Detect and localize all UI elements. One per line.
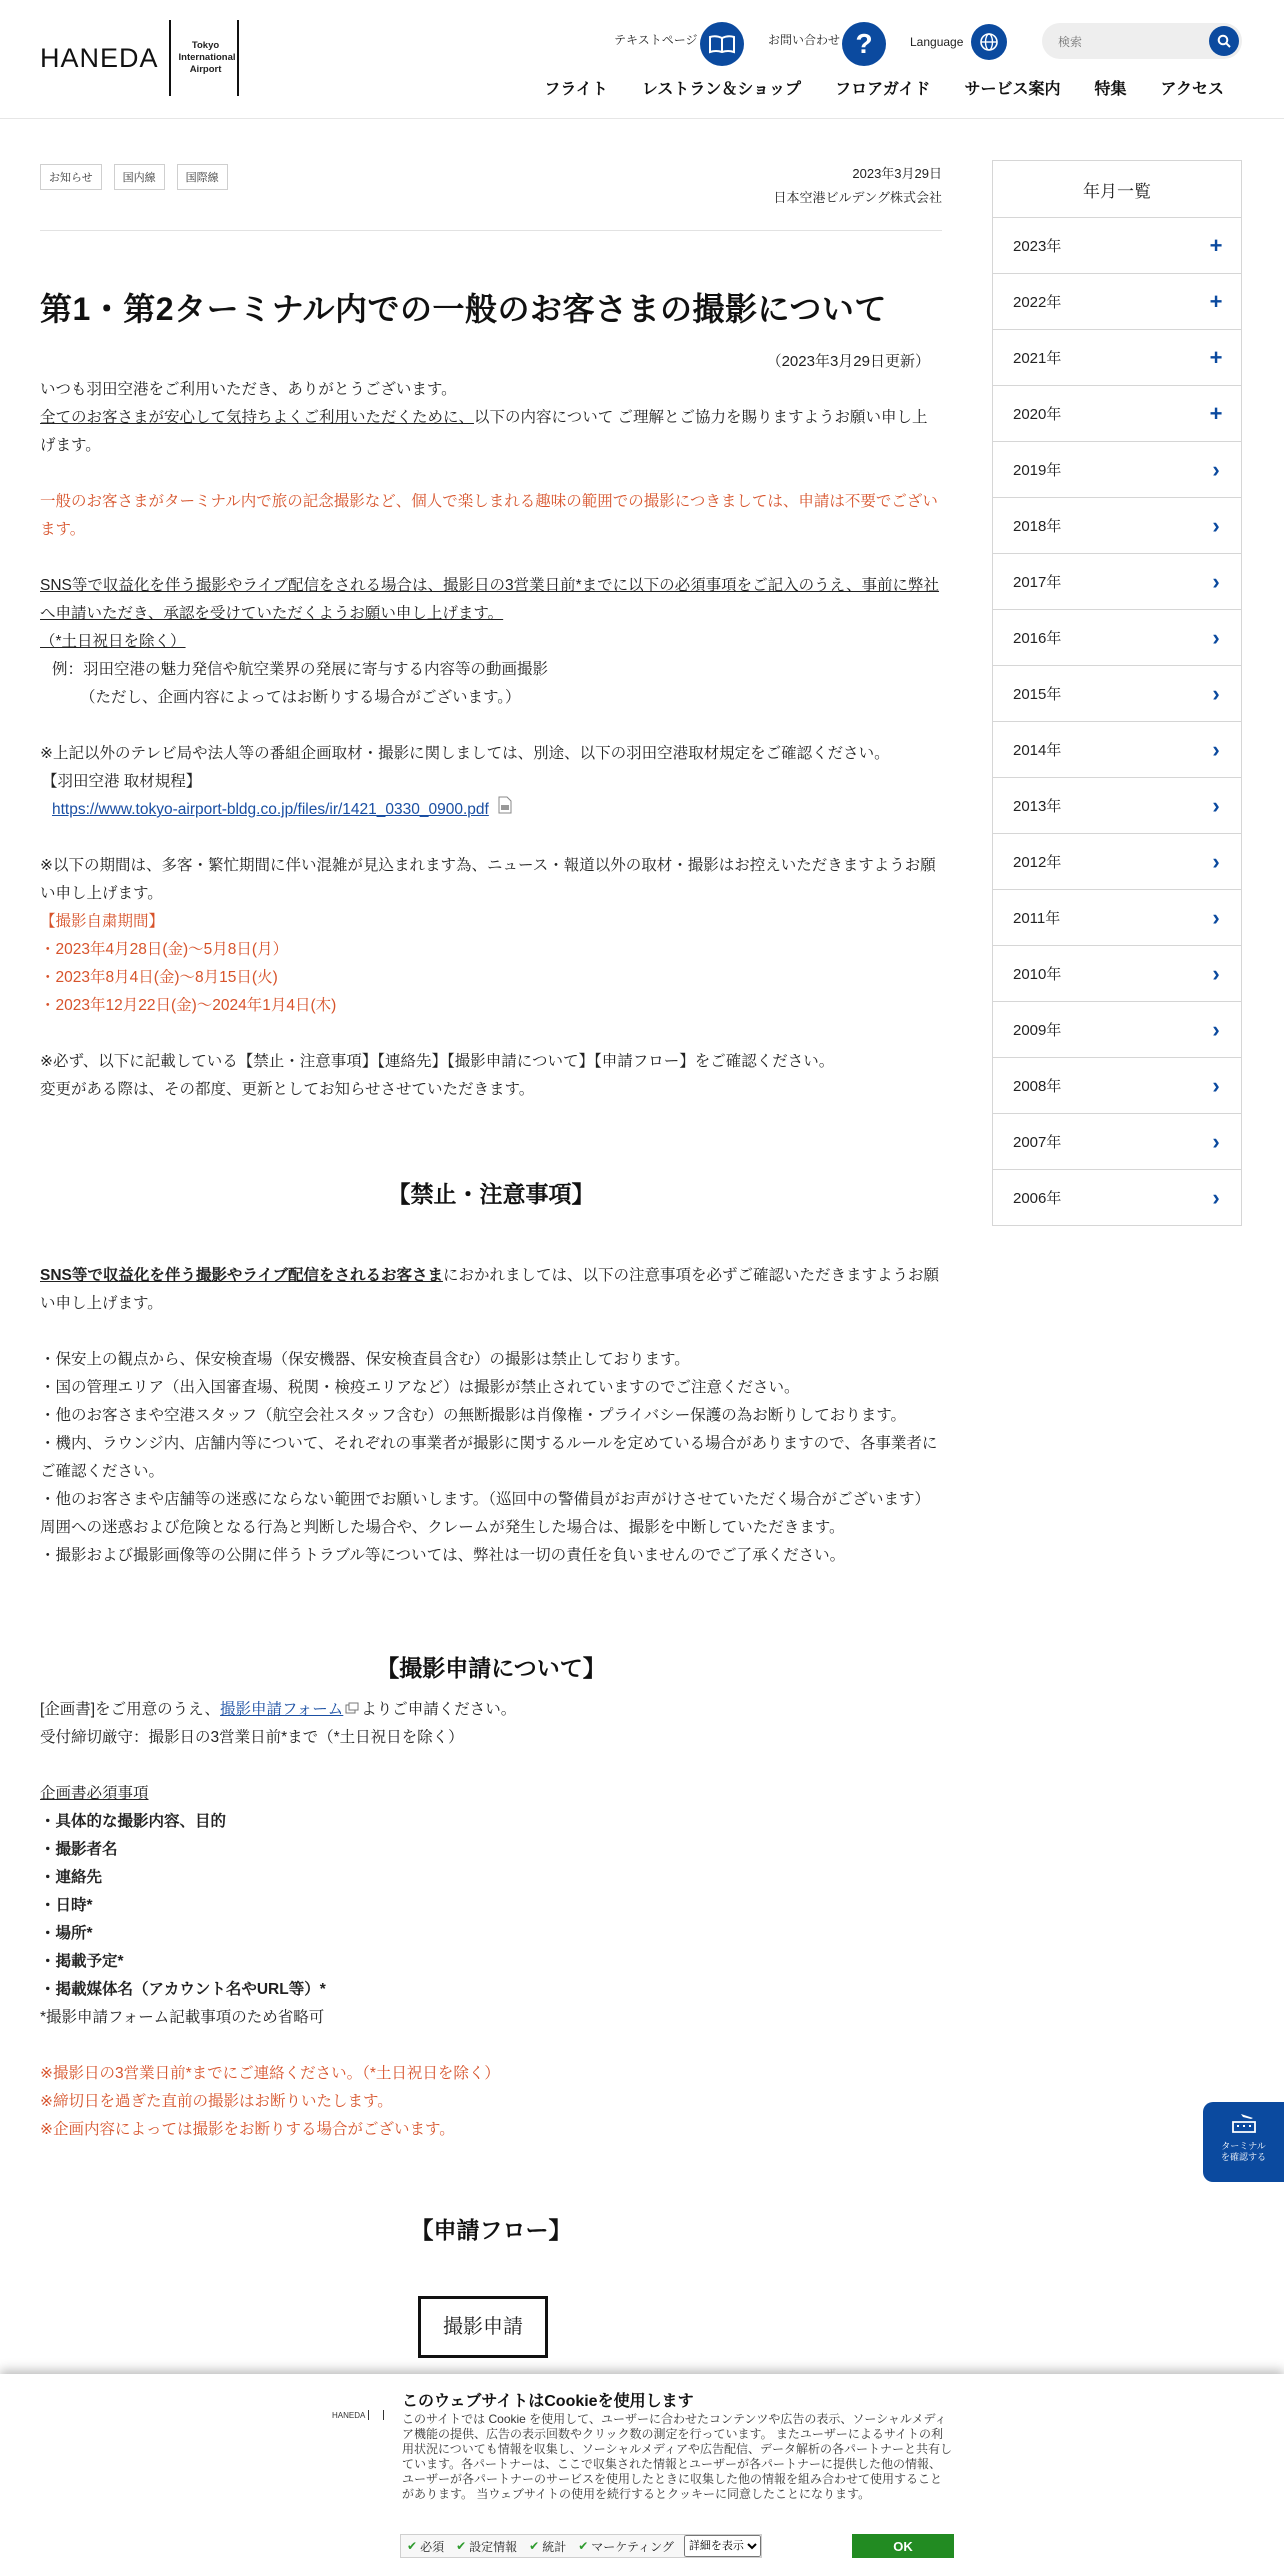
year-item[interactable] (993, 1001, 1241, 1057)
prohibition-item: ・保安上の観点から、保安検査場（保安機器、保安検査員含む）の撮影は禁止しております。 (40, 1351, 690, 1369)
year-item[interactable] (993, 1057, 1241, 1113)
logo-sub-line: Airport (189, 64, 222, 75)
year-sidebar (992, 160, 1242, 1226)
text-page-label: テキストページ (614, 32, 698, 47)
warning-item: ※締切日を過ぎた直前の撮影はお断りいたします。 (40, 2093, 393, 2111)
terminal-icon (1229, 2110, 1259, 2134)
chevron-right-icon: › (1212, 848, 1220, 874)
year-item[interactable] (993, 385, 1241, 441)
chevron-right-icon: › (1212, 456, 1220, 482)
section-title-application: 【撮影申請について】 (376, 1655, 606, 1682)
intro-underlined: 全てのお客さまが安心して気持ちよくご利用いただくために、 (40, 409, 475, 426)
restraint-period: ・2023年12月22日(金)～2024年1月4日(木) (40, 997, 337, 1015)
search-button[interactable] (1209, 26, 1239, 56)
chevron-right-icon: › (1212, 792, 1220, 818)
article-meta (774, 162, 942, 210)
cookie-logo-text: HANEDA (332, 2410, 366, 2420)
cookie-logo (332, 2410, 384, 2420)
expand-plus-icon: + (1209, 288, 1223, 314)
sns-weekday-note: （*土日祝日を除く） (40, 633, 186, 650)
restraint-period: ・2023年4月28日(金)～5月8日(月） (40, 941, 289, 959)
flow-step-apply: 撮影申請 (418, 2296, 548, 2358)
year-item[interactable] (993, 329, 1241, 385)
expand-plus-icon: + (1209, 400, 1223, 426)
terminal-check-button[interactable] (1203, 2102, 1284, 2182)
terminal-button-line: を確認する (1220, 2152, 1266, 2162)
year-label: 2012年 (1013, 854, 1062, 871)
article-body (40, 376, 942, 2358)
chevron-right-icon: › (1212, 1184, 1220, 1210)
nav-restaurant-shop[interactable]: レストラン＆ショップ (641, 81, 802, 98)
year-label: 2018年 (1013, 518, 1062, 535)
page-title: 第1・第2ターミナル内での一般のお客さまの撮影について (40, 291, 887, 327)
year-item[interactable] (993, 497, 1241, 553)
prohibitions-lead-underlined: SNS等で収益化を伴う撮影やライブ配信をされるお客さま (40, 1267, 443, 1285)
prohibition-item: ・他のお客さまや店舗等の迷惑にならない範囲でお願いします。（巡回中の警備員がお声がけさせていただく場合がございます）周囲への迷惑および危険となる行為と判断した場合や、クレームが発生した場合は、撮影を中断していただきます。 (40, 1491, 931, 1537)
main-nav (544, 76, 1224, 99)
contact-link[interactable] (768, 22, 886, 66)
required-item: ・具体的な撮影内容、目的 (40, 1813, 227, 1831)
year-item[interactable] (993, 218, 1241, 273)
checkmark-icon: ✔ (578, 2539, 589, 2553)
logo-sub-line: International (178, 52, 236, 63)
busy-period-note: ※以下の期間は、多客・繁忙期間に伴い混雑が見込まれます為、ニュース・報道以外の取材・撮影はお控えいただきますようお願い申し上げます。 (40, 857, 936, 903)
checkmark-icon: ✔ (456, 2539, 467, 2553)
cookie-details-select[interactable] (684, 2535, 761, 2557)
apply-pre: [企画書]をご用意のうえ、 (40, 1701, 221, 1719)
apply-instruction (40, 1696, 942, 1724)
check-note: ※必ず、以下に記載している【禁止・注意事項】【連絡先】【撮影申請について】【申請フロー】をご確認ください。 (40, 1053, 835, 1071)
nav-services[interactable]: サービス案内 (964, 81, 1061, 98)
divider (40, 230, 942, 231)
rule-pdf-link[interactable]: https://www.tokyo-airport-bldg.co.jp/files/ir/1421_0330_0900.pdf (52, 801, 489, 819)
updated-note: （2023年3月29日更新） (766, 353, 930, 370)
logo-divider (169, 20, 171, 96)
expand-plus-icon: + (1209, 232, 1223, 258)
chevron-right-icon: › (1212, 680, 1220, 706)
year-label: 2022年 (1013, 294, 1062, 311)
option-label: マーケティング (591, 2539, 674, 2554)
year-label: 2006年 (1013, 1190, 1062, 1207)
required-item: ・連絡先 (40, 1869, 103, 1887)
haneda-logo[interactable] (40, 18, 239, 98)
cookie-banner (0, 2374, 1284, 2568)
year-item[interactable] (993, 1113, 1241, 1169)
chevron-right-icon: › (1212, 904, 1220, 930)
checkmark-icon: ✔ (529, 2539, 540, 2553)
sns-requirement: SNS等で収益化を伴う撮影やライブ配信をされる場合は、撮影日の3営業日前*までに以下の必須事項をご記入のうえ、事前に弊社へ申請いただき、承認を受けていただくようお願い申し上げます。 (40, 577, 940, 622)
cookie-option-marketing[interactable] (572, 2538, 680, 2555)
year-item[interactable] (993, 777, 1241, 833)
required-item: ・日時* (40, 1897, 93, 1915)
required-item: ・場所* (40, 1925, 93, 1943)
option-label: 統計 (542, 2539, 567, 2554)
nav-floor-guide[interactable]: フロアガイド (835, 81, 931, 98)
prohibition-item: ・他のお客さまや空港スタッフ（航空会社スタッフ含む）の無断撮影は肖像権・プライバシー保護の為お断りしております。 (40, 1407, 906, 1425)
cookie-ok-button[interactable]: OK (852, 2534, 954, 2558)
prohibition-item: ・撮影および撮影画像等の公開に伴うトラブル等については、弊社は一切の責任を負いませんのでご了承ください。 (40, 1547, 846, 1565)
language-label: Language (910, 35, 964, 49)
rule-label: 【羽田空港 取材規程】 (42, 773, 202, 790)
year-label: 2011年 (1013, 910, 1061, 927)
year-label: 2007年 (1013, 1134, 1062, 1151)
warning-item: ※企画内容によっては撮影をお断りする場合がございます。 (40, 2121, 455, 2139)
cookie-logo-mark (368, 2410, 384, 2420)
cookie-option-statistics[interactable] (523, 2538, 572, 2555)
example-caveat: （ただし、企画内容によってはお断りする場合がございます。） (80, 689, 521, 706)
section-title-prohibitions: 【禁止・注意事項】 (387, 1181, 595, 1208)
year-item[interactable] (993, 609, 1241, 665)
article-publisher: 日本空港ビルデング株式会社 (773, 190, 942, 205)
restraint-period: ・2023年8月4日(金)～8月15日(火) (40, 969, 278, 987)
article-tags (40, 164, 228, 190)
globe-icon (971, 24, 1007, 60)
chevron-right-icon: › (1212, 568, 1220, 594)
year-item[interactable] (993, 273, 1241, 329)
intro-line: いつも羽田空港をご利用いただき、ありがとうございます。 (40, 381, 457, 398)
chevron-right-icon: › (1212, 1016, 1220, 1042)
book-icon (700, 22, 744, 66)
year-item[interactable] (993, 945, 1241, 1001)
chevron-right-icon: › (1212, 624, 1220, 650)
cookie-option-necessary[interactable] (401, 2538, 450, 2555)
search-icon (1217, 34, 1231, 48)
search-input[interactable] (1056, 30, 1200, 54)
nav-features[interactable]: 特集 (1094, 81, 1127, 98)
year-label: 2010年 (1013, 966, 1062, 983)
article-date: 2023年3月29日 (852, 166, 942, 181)
year-label: 2009年 (1013, 1022, 1062, 1039)
logo-sub-line: Tokyo (191, 40, 220, 51)
logo-divider (237, 20, 239, 96)
year-label: 2017年 (1013, 574, 1062, 591)
year-list (993, 218, 1241, 1225)
cookie-description: このサイトでは Cookie を使用して、ユーザーに合わせたコンテンツや広告の表示、ソーシャルメディア機能の提供、広告の表示回数やクリック数の測定を行っています。 またユーザーによるサイトの利用状況についても情報を収集し、ソーシャルメディアや広告配信、データ解析の各パートナーと共有しています。各パートナーは、ここで収集された情報とユーザーが各パートナーに提供した他の情報、ユーザーが各パートナーのサービスを使用したときに収集した他の情報を組み合わせて使用することがあります。 当ウェブサイトの使用を続行するとクッキーに同意したことになります。 (402, 2412, 952, 2501)
year-label: 2013年 (1013, 798, 1062, 815)
question-icon: ? (842, 22, 886, 66)
nav-access[interactable]: アクセス (1160, 81, 1224, 98)
logo-subtitle (178, 40, 236, 76)
year-item[interactable] (993, 553, 1241, 609)
year-label: 2023年 (1013, 238, 1062, 255)
terminal-button-line: ターミナル (1221, 2141, 1266, 2151)
search-box (1042, 23, 1242, 59)
chevron-right-icon: › (1212, 1072, 1220, 1098)
required-label: 企画書必須事項 (40, 1785, 149, 1803)
rule-link-row (40, 796, 942, 824)
prohibitions-lead (40, 1262, 942, 1318)
year-label: 2008年 (1013, 1078, 1062, 1095)
cookie-option-preferences[interactable] (450, 2538, 523, 2555)
year-item[interactable] (993, 721, 1241, 777)
no-application-notice: 一般のお客さまがターミナル内で旅の記念撮影など、個人で楽しまれる趣味の範囲での撮影につきましては、申請は不要でございます。 (40, 493, 938, 538)
required-item: ・掲載媒体名（アカウント名やURL等）* (40, 1981, 326, 1999)
restraint-label: 【撮影自粛期間】 (40, 913, 165, 931)
prohibitions-lead-rest: におかれましては、以下の注意事項を必ずご確認いただきますようお願い申し上げます。 (40, 1267, 939, 1313)
intro-rest: 以下の内容について ご理解とご協力を賜りますようお願い申し上げます。 (40, 409, 928, 454)
section-title-flow: 【申請フロー】 (410, 2217, 572, 2244)
year-item[interactable] (993, 833, 1241, 889)
chevron-right-icon: › (1212, 736, 1220, 762)
cookie-title: このウェブサイトはCookieを使用します (402, 2393, 694, 2410)
language-selector[interactable] (910, 24, 1007, 60)
chevron-right-icon: › (1212, 1128, 1220, 1154)
chevron-right-icon: › (1212, 960, 1220, 986)
chevron-right-icon: › (1212, 512, 1220, 538)
prohibition-item: ・機内、ラウンジ内、店舗内等について、それぞれの事業者が撮影に関するルールを定めている場合がありますので、各事業者にご確認ください。 (40, 1435, 938, 1481)
checkmark-icon: ✔ (407, 2539, 418, 2553)
logo-wordmark: HANEDA (40, 42, 159, 73)
year-label: 2015年 (1013, 686, 1062, 703)
required-item: ・掲載予定* (40, 1953, 124, 1971)
apply-post: よりご申請ください。 (361, 1701, 517, 1719)
expand-plus-icon: + (1209, 344, 1223, 370)
omit-note: *撮影申請フォーム記載事項のため省略可 (40, 2009, 325, 2027)
apply-form-link[interactable]: 撮影申請フォーム (220, 1701, 344, 1719)
change-note: 変更がある際は、その都度、更新としてお知らせさせていただきます。 (40, 1081, 535, 1099)
cookie-options (400, 2534, 762, 2558)
tag-notice[interactable]: お知らせ (40, 164, 102, 190)
tv-note: ※上記以外のテレビ局や法人等の番組企画取材・撮影に関しましては、別途、以下の羽田空港取材規定をご確認ください。 (40, 745, 890, 762)
tag-international[interactable]: 国際線 (177, 164, 228, 190)
site-header (0, 0, 1284, 119)
warning-item: ※撮影日の3営業日前*までにご連絡ください。（*土日祝日を除く） (40, 2065, 500, 2083)
example-line: 例：羽田空港の魅力発信や航空業界の発展に寄与する内容等の動画撮影 (52, 661, 549, 678)
pdf-icon (497, 796, 513, 824)
year-label: 2019年 (1013, 462, 1062, 479)
year-item[interactable] (993, 665, 1241, 721)
tag-domestic[interactable]: 国内線 (114, 164, 165, 190)
year-item[interactable] (993, 1169, 1241, 1225)
year-label: 2014年 (1013, 742, 1062, 759)
year-item[interactable] (993, 889, 1241, 945)
required-item: ・撮影者名 (40, 1841, 118, 1859)
option-label: 設定情報 (469, 2539, 518, 2554)
apply-deadline: 受付締切厳守：撮影日の3営業日前*まで（*土日祝日を除く） (40, 1729, 464, 1747)
option-label: 必須 (420, 2539, 445, 2554)
prohibition-item: ・国の管理エリア（出入国審査場、税関・検疫エリアなど）は撮影が禁止されていますのでご注意ください。 (40, 1379, 800, 1397)
year-item[interactable] (993, 441, 1241, 497)
text-page-link[interactable] (614, 22, 744, 66)
contact-label: お問い合わせ (768, 32, 841, 47)
year-label: 2016年 (1013, 630, 1062, 647)
sidebar-title: 年月一覧 (993, 161, 1241, 218)
external-link-icon (345, 1696, 359, 1724)
year-label: 2021年 (1013, 350, 1062, 367)
intro-paragraph (40, 404, 942, 460)
year-label: 2020年 (1013, 406, 1062, 423)
nav-flight[interactable]: フライト (544, 81, 608, 98)
